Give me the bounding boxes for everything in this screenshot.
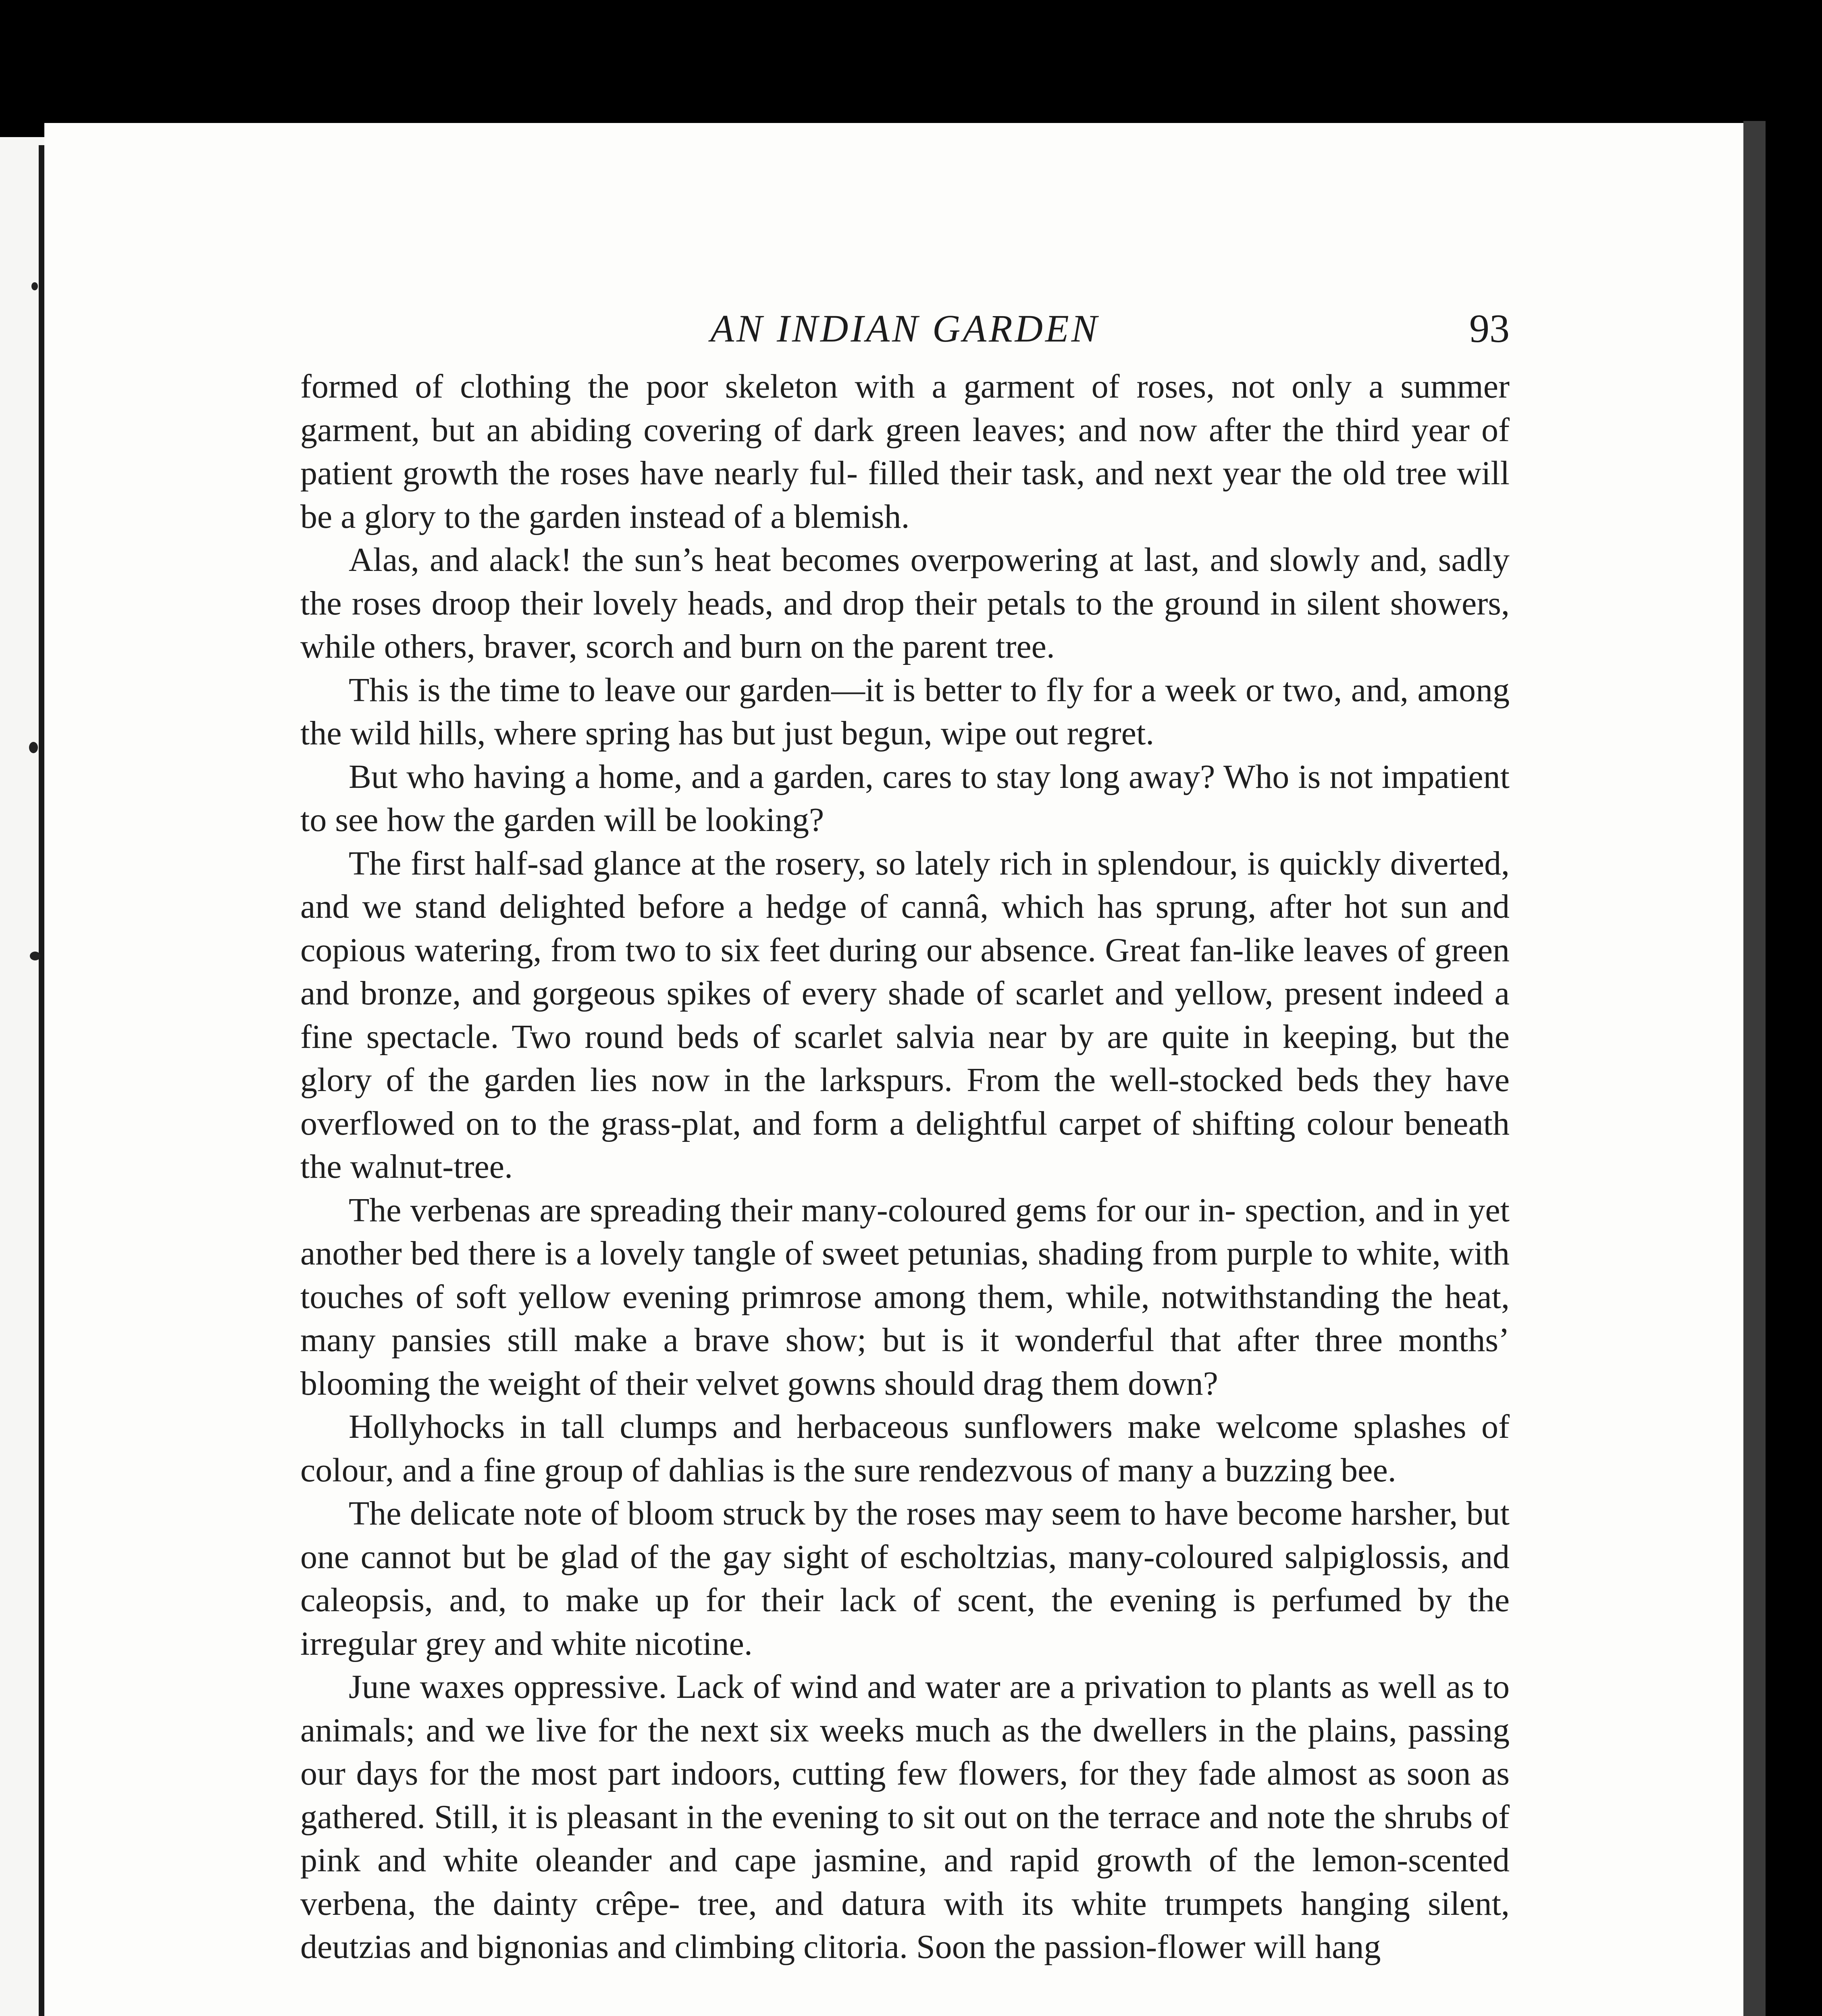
paragraph: Hollyhocks in tall clumps and herbaceous sunflowers make welcome splashes of colour, and a fine group of dahlias is the sure rendezvous of many a buzzing bee. [300, 1408, 1510, 1489]
right-page-edge [1743, 121, 1766, 2016]
paragraph: But who having a home, and a garden, cares to stay long away? Who is not impatient to see how the garden will be looking? [300, 758, 1510, 839]
paragraph: The delicate note of bloom struck by the roses may seem to have become harsher, but one cannot but be glad of the gay sight of escholtzias, many-coloured salpiglossis, and caleopsis, and, to make up for their lack of scent, the evening is perfumed by the irregular grey and white nicotine. [300, 1495, 1510, 1662]
running-head [300, 298, 1510, 359]
paragraph: The first half-sad glance at the rosery, so lately rich in splendour, is quickly diverted, and we stand delighted before a hedge of cannâ, which has sprung, after hot sun and copious watering, from two to six feet during our absence. Great fan-like leaves of green and bronze, and gorgeous spikes of every shade of scarlet and yellow, present indeed a fine spectacle. Two round beds of scarlet salvia near by are quite in keeping, but the glory of the garden lies now in the larkspurs. From the well-stocked beds they have overflowed on to the grass-plat, and form a delightful carpet of shifting colour beneath the walnut-tree. [300, 844, 1510, 1185]
page-number: 93 [1469, 306, 1510, 351]
ink-speck [29, 742, 38, 753]
paragraph-continued: formed of clothing the poor skeleton with a garment of roses, not only a summer garment, but an abiding covering of dark green leaves; and now after the third year of patient growth the roses have nearly ful- filled their task, and next year the old tree will be a glory to the garden instead of a blemish. [300, 368, 1510, 535]
left-page-edge [0, 137, 44, 2016]
paragraph: This is the time to leave our garden—it is better to fly for a week or two, and, among the wild hills, where spring has but just begun, wipe out regret. [300, 671, 1510, 752]
ink-speck [30, 952, 40, 960]
paragraph: June waxes oppressive. Lack of wind and water are a privation to plants as well as to animals; and we live for the next six weeks much as the dwellers in the plains, passing our days for the most part indoors, cutting few flowers, for they fade almost as soon as gathered. Still, it is pleasant in the evening to sit out on the terrace and note the shrubs of pink and white oleander and cape jasmine, and rapid growth of the lemon-scented verbena, the dainty crêpe- tree, and datura with its white trumpets hanging silent, deutzias and bignonias and climbing clitoria. Soon the passion-flower will hang [300, 1668, 1510, 1966]
paragraph: The verbenas are spreading their many-coloured gems for our in- spection, and in yet another bed there is a lovely tangle of sweet petunias, shading from purple to white, with touches of soft yellow evening primrose among them, while, notwithstanding the heat, many pansies still make a brave show; but is it wonderful that after three months’ blooming the weight of their velvet gowns should drag them down? [300, 1191, 1510, 1402]
body-text [300, 365, 1510, 1969]
ink-speck [31, 282, 38, 290]
paragraph: Alas, and alack! the sun’s heat becomes overpowering at last, and slowly and, sadly the roses droop their lovely heads, and drop their petals to the ground in silent showers, while others, braver, scorch and burn on the parent tree. [300, 541, 1510, 665]
left-page-gutter [39, 145, 44, 2016]
running-title: AN INDIAN GARDEN [710, 307, 1100, 350]
